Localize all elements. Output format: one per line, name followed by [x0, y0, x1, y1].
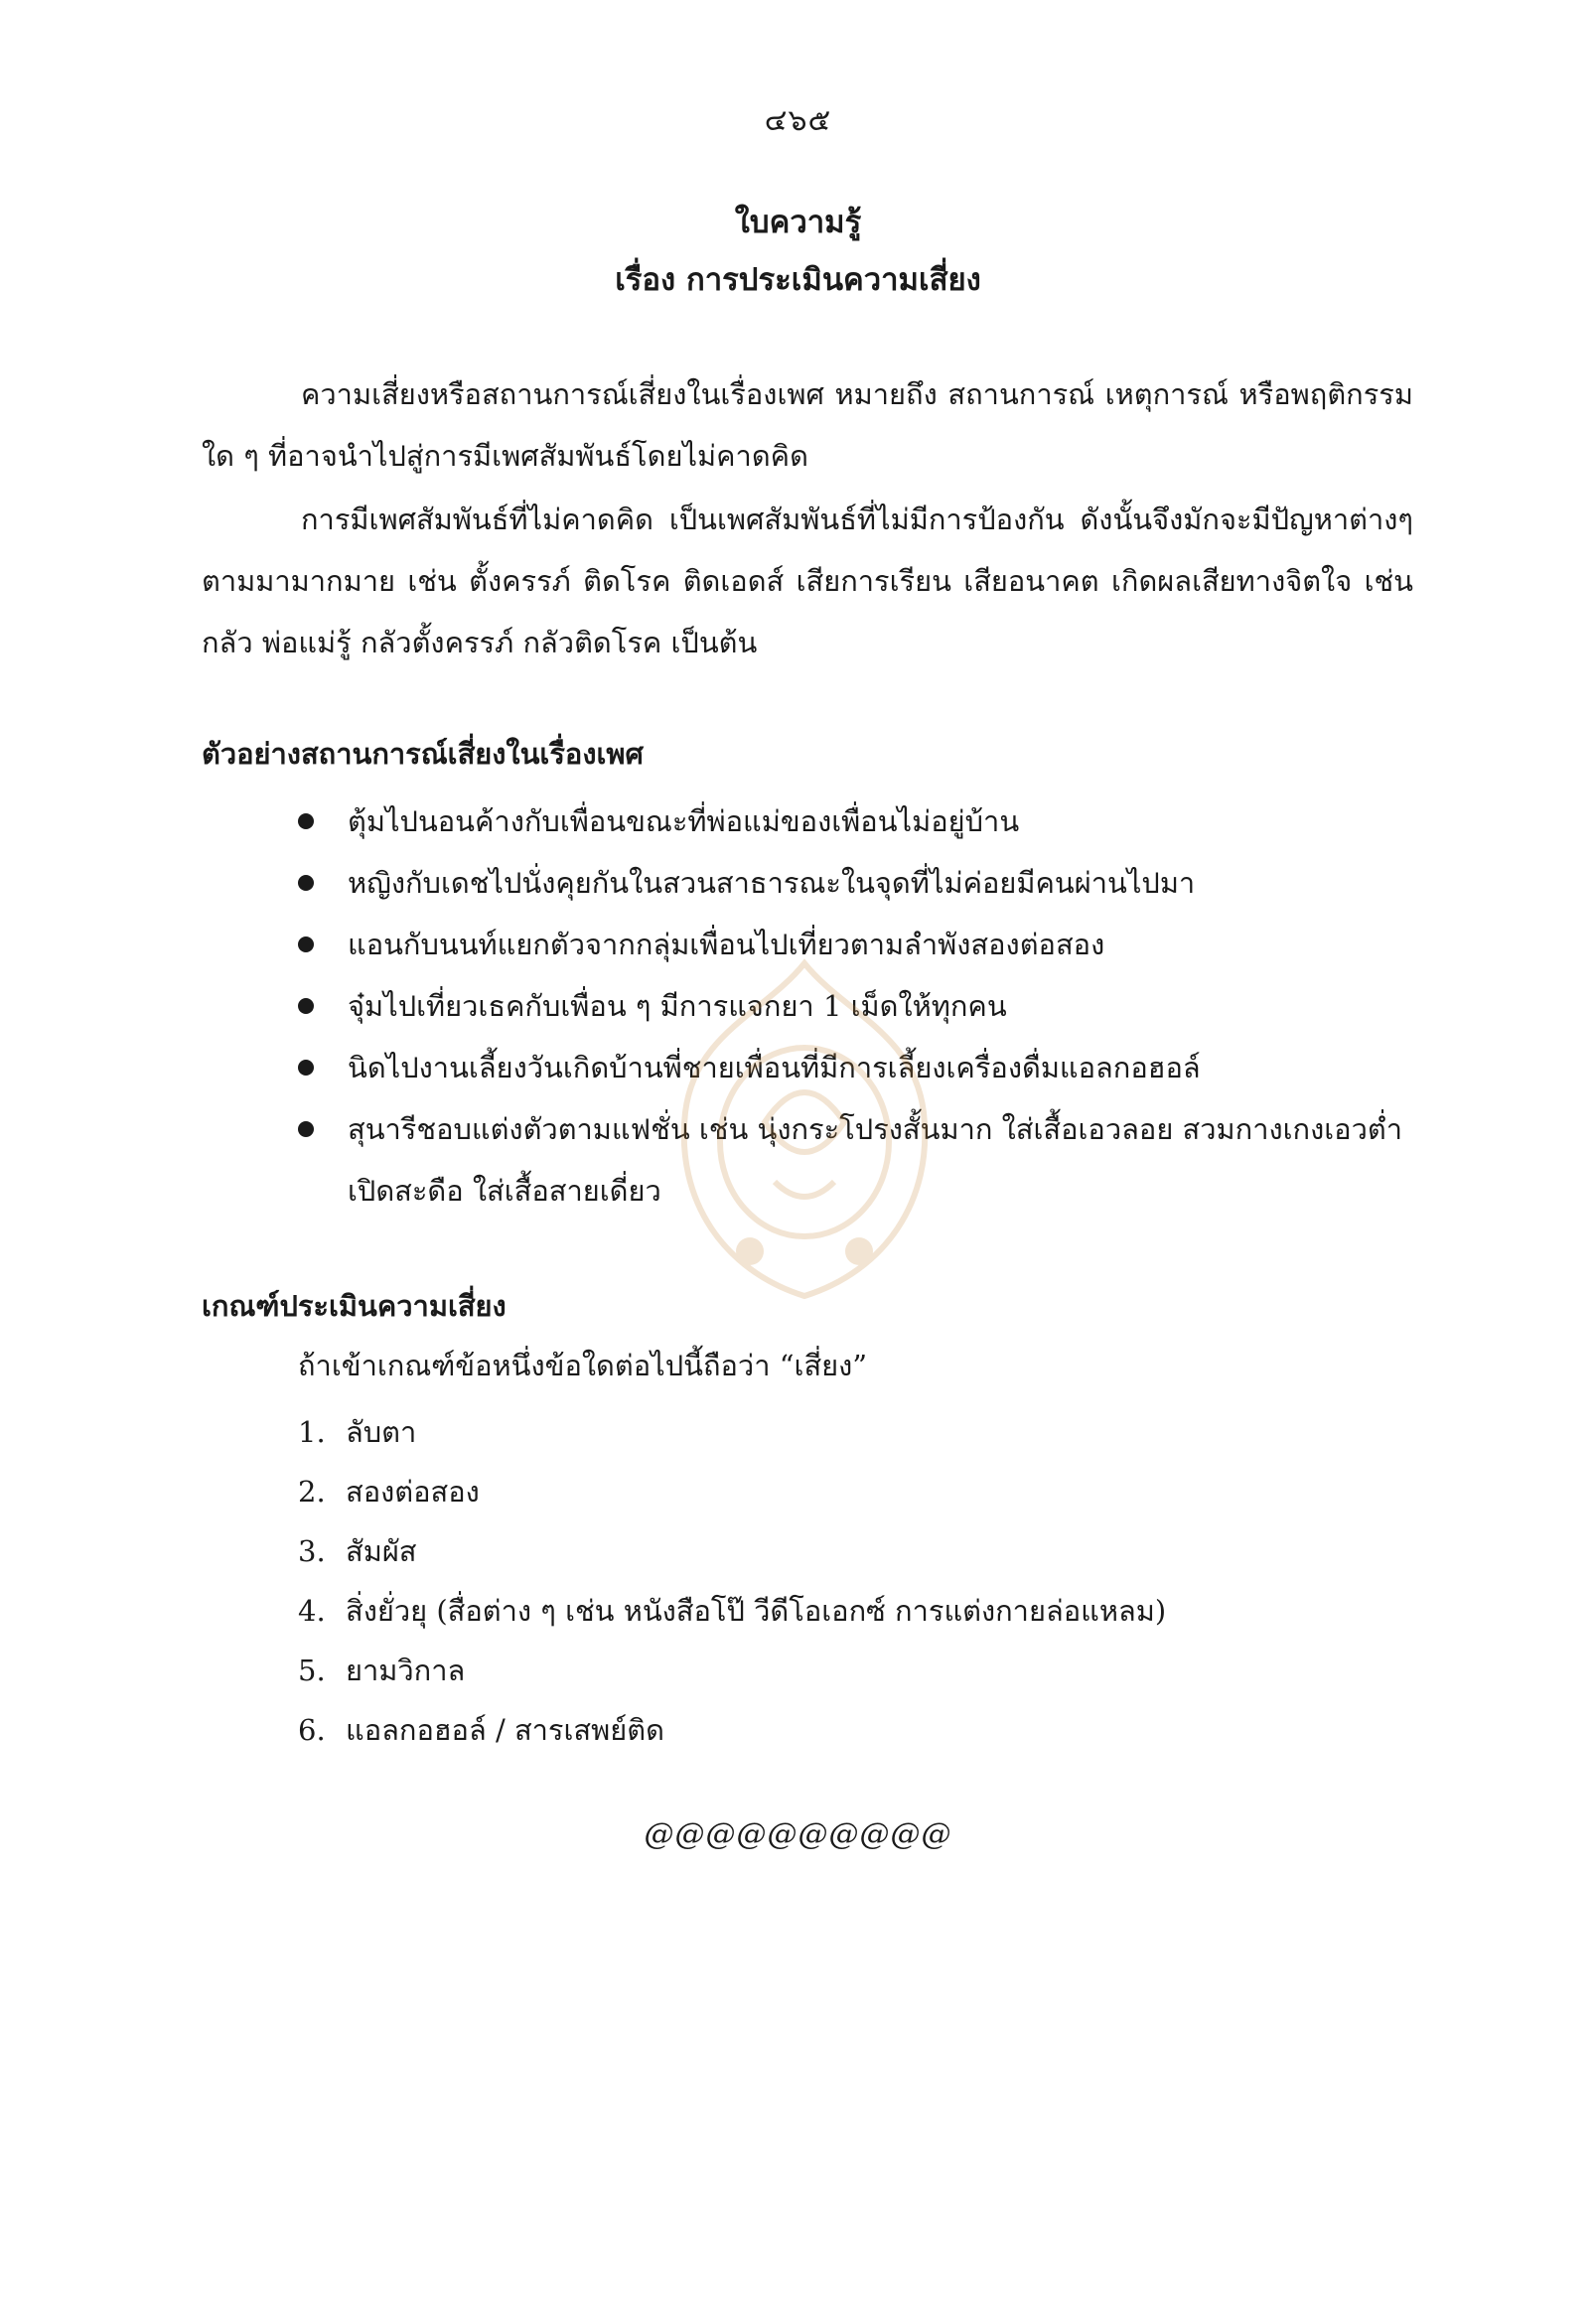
list-item [298, 791, 1410, 852]
list-item [298, 975, 1410, 1037]
list-item [298, 1098, 1410, 1222]
page-subtitle: เรื่อง การประเมินความเสี่ยง [615, 262, 981, 298]
criteria-heading: เกณฑ์ประเมินความเสี่ยง [202, 1289, 507, 1323]
page-number: ๔๖๕ [764, 103, 832, 138]
paragraph-definition: ความเสี่ยงหรือสถานการณ์เสี่ยงในเรื่องเพศ หมายถึง สถานการณ์ เหตุการณ์ หรือพฤติกรรม ใด ๆ ที่อาจนำไปสู่การมีเพศสัมพันธ์โดยไม่คาดคิด [202, 377, 1413, 473]
paragraph-consequences: การมีเพศสัมพันธ์ที่ไม่คาดคิด เป็นเพศสัมพันธ์ที่ไม่มีการป้องกัน ดังนั้นจึงมักจะมีปัญหาต่างๆ ตามมามากมาย เช่น ตั้งครรภ์ ติดโรค ติดเอดส์ เสียการเรียน เสียอนาคต เกิดผลเสียทางจิตใจ เช่น กลัว พ่อแม่รู้ กลัวตั้งครรภ์ กลัวติดโรค เป็นต้น [202, 503, 1413, 659]
list-item-text: นิดไปงานเลี้ยงวันเกิดบ้านพี่ชายเพื่อนที่มีการเลี้ยงเครื่องดื่มแอลกอฮอล์ [348, 1051, 1201, 1084]
list-item [298, 1402, 1166, 1462]
list-item-text: หญิงกับเดชไปนั่งคุยกันในสวนสาธารณะในจุดที่ไม่ค่อยมีคนผ่านไปมา [348, 866, 1196, 900]
list-item-text: ตุ้มไปนอนค้างกับเพื่อนขณะที่พ่อแม่ของเพื่อนไม่อยู่บ้าน [348, 804, 1020, 838]
criteria-intro: ถ้าเข้าเกณฑ์ข้อหนึ่งข้อใดต่อไปนี้ถือว่า “เสี่ยง” [298, 1349, 868, 1382]
list-item-text: ยามวิกาล [346, 1654, 466, 1687]
list-item [298, 1521, 1166, 1581]
list-item-text: สองต่อสอง [346, 1475, 480, 1509]
list-item-number: 6. [298, 1713, 326, 1747]
bullet-icon [298, 813, 314, 829]
list-item-text: สิ่งยั่วยุ (สื่อต่าง ๆ เช่น หนังสือโป๊ วีดีโอเอกซ์ การแต่งกายล่อแหลม) [346, 1594, 1167, 1628]
list-item-text: แอนกับนนท์แยกตัวจากกลุ่มเพื่อนไปเที่ยวตามลำพังสองต่อสอง [348, 928, 1105, 961]
list-item-number: 4. [298, 1594, 326, 1628]
list-item-text: จุ๋มไปเที่ยวเธคกับเพื่อน ๆ มีการแจกยา 1 เม็ดให้ทุกคน [348, 989, 1007, 1023]
bullet-icon [298, 1060, 314, 1076]
bullet-icon [298, 998, 314, 1014]
list-item [298, 852, 1410, 914]
list-item-number: 2. [298, 1475, 326, 1509]
list-item [298, 1037, 1410, 1098]
bullet-icon [298, 936, 314, 952]
list-item [298, 1700, 1166, 1760]
list-item-number: 3. [298, 1534, 326, 1568]
criteria-list [298, 1402, 1166, 1760]
bullet-icon [298, 875, 314, 891]
list-item-number: 5. [298, 1654, 326, 1687]
list-item [298, 914, 1410, 975]
bullet-icon [298, 1121, 314, 1137]
examples-list [298, 791, 1410, 1222]
list-item-text: สัมผัส [346, 1534, 417, 1568]
list-item-text: แอลกอฮอล์ / สารเสพย์ติด [346, 1713, 664, 1747]
list-item [298, 1462, 1166, 1521]
list-item [298, 1581, 1166, 1641]
list-item-text: ลับตา [346, 1415, 417, 1449]
page-title: ใบความรู้ [734, 205, 862, 240]
list-item [298, 1641, 1166, 1700]
examples-heading: ตัวอย่างสถานการณ์เสี่ยงในเรื่องเพศ [202, 737, 644, 771]
end-mark: @@@@@@@@@@ [644, 1817, 952, 1852]
list-item-text: สุนารีชอบแต่งตัวตามแฟชั่น เช่น นุ่งกระโปรงสั้นมาก ใส่เสื้อเอวลอย สวมกางเกงเอวต่ำ เปิดสะดือ ใส่เสื้อสายเดี่ยว [348, 1112, 1402, 1208]
list-item-number: 1. [298, 1415, 326, 1449]
